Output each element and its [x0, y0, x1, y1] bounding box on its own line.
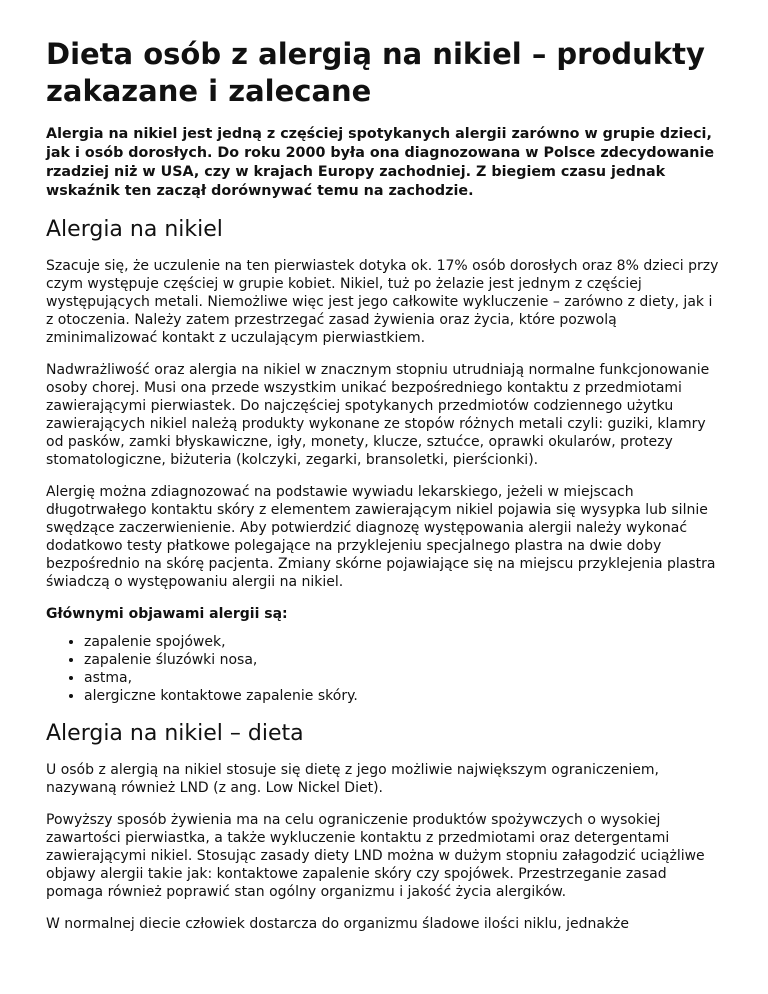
list-item: • astma,: [84, 669, 722, 687]
symptoms-list: [46, 633, 722, 705]
paragraph: Alergię można zdiagnozować na podstawie wywiadu lekarskiego, jeżeli w miejscach długotrwałego kontaktu skóry z elementem zawierającym nikiel pojawia się wysypka lub silnie swędzące zaczerwienienie. Aby potwierdzić diagnozę występowania alergii należy wykonać dodatkowo testy płatkowe polegające na przyklejeniu specjalnego plastra na dwie doby bezpośrednio na skórę pacjenta. Zmiany skórne pojawiające się na miejscu przyklejenia plastra świadczą o występowaniu alergii na nikiel.: [46, 484, 716, 590]
paragraph: W normalnej diecie człowiek dostarcza do organizmu śladowe ilości niklu, jednakże: [46, 916, 630, 932]
article-lead: Alergia na nikiel jest jedną z częściej spotykanych alergii zarówno w grupie dzieci, jak i osób dorosłych. Do roku 2000 była ona diagnozowana w Polsce zdecydowanie rzadziej niż w USA, czy w krajach Europy zachodniej. Z biegiem czasu jednak wskaźnik ten zaczął dorównywać temu na zachodzie.: [46, 126, 715, 199]
section-heading-diet: Alergia na nikiel – dieta: [46, 721, 304, 746]
list-item: • alergiczne kontaktowe zapalenie skóry.: [84, 687, 722, 705]
list-item: • zapalenie śluzówki nosa,: [84, 651, 722, 669]
paragraph: Szacuje się, że uczulenie na ten pierwiastek dotyka ok. 17% osób dorosłych oraz 8% dzieci przy czym występuje częściej w grupie kobiet. Nikiel, tuż po żelazie jest jednym z częściej występujących metali. Niemożliwe więc jest jego całkowite wykluczenie – zarówno z diety, jak i z otoczenia. Należy zatem przestrzegać zasad żywienia oraz życia, które pozwolą zminimalizować kontakt z uczulającym pierwiastkiem.: [46, 258, 719, 346]
list-item: • zapalenie spojówek,: [84, 633, 722, 651]
section-heading-allergy: Alergia na nikiel: [46, 217, 223, 242]
article-title: Dieta osób z alergią na nikiel – produkty zakazane i zalecane: [46, 37, 705, 108]
paragraph: U osób z alergią na nikiel stosuje się dietę z jego możliwie największym ograniczeniem, nazywaną również LND (z ang. Low Nickel Diet).: [46, 762, 659, 796]
paragraph: Powyższy sposób żywienia ma na celu ograniczenie produktów spożywczych o wysokiej zawartości pierwiastka, a także wykluczenie kontaktu z przedmiotami oraz detergentami zawierającymi nikiel. Stosując zasady diety LND można w dużym stopniu załagodzić uciążliwe objawy alergii takie jak: kontaktowe zapalenie skóry czy spojówek. Przestrzeganie zasad pomaga również poprawić stan ogólny organizmu i jakość życia alergików.: [46, 812, 705, 900]
symptoms-label: Głównymi objawami alergii są:: [46, 606, 288, 622]
paragraph: Nadwrażliwość oraz alergia na nikiel w znacznym stopniu utrudniają normalne funkcjonowanie osoby chorej. Musi ona przede wszystkim unikać bezpośredniego kontaktu z przedmiotami zawierającymi pierwiastek. Do najczęściej spotykanych przedmiotów codziennego użytku zawierających nikiel należą produkty wykonane ze stopów różnych metali czyli: guziki, klamry od pasków, zamki błyskawiczne, igły, monety, klucze, sztućce, oprawki okularów, protezy stomatologiczne, biżuteria (kolczyki, zegarki, bransoletki, pierścionki).: [46, 362, 710, 468]
